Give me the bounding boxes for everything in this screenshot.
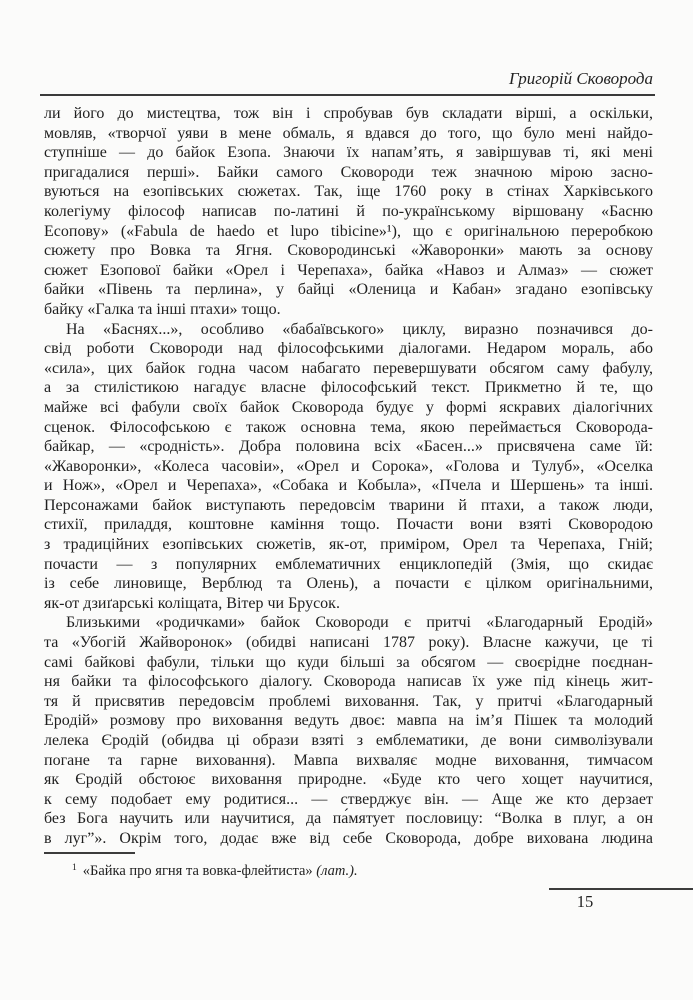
text-line: самі байкові фабули, тільки що куди більші за обсягом — своєрідне поєднан- xyxy=(44,653,653,671)
running-header-title: Григорій Сковорода xyxy=(509,69,653,88)
text-line: в луг”». Окрім того, додає вже від себе Сковорода, добре вихована людина xyxy=(44,829,653,847)
paragraph xyxy=(44,320,653,614)
text-line: лелека Єродій (обидва ці образи взяті з емблематики, де вони символізували xyxy=(44,732,653,749)
footnote-language-note: (лат.). xyxy=(316,863,358,879)
text-line: «сила», цих байок годна часом набагато перевершувати обсягом саму фабулу, xyxy=(44,359,653,377)
footnote xyxy=(44,859,653,880)
text-line: погане та гарне виховання). Мавпа вихваляє модне виховання, тимчасом xyxy=(44,751,653,769)
footnote-marker: 1 xyxy=(72,863,77,873)
text-line: сюжету про Вовка та Ягня. Сковородинські «Жаворонки» мають за основу xyxy=(44,242,653,260)
text-line: без Бога научить или научитися, да па́мятует пословицу: “Волка в плуг, а он xyxy=(44,810,653,828)
text-line: байку «Галка та інші птахи» тощо. xyxy=(44,300,281,318)
text-line: Персонажами байок виступають передовсім тварини й птахи, а також люди, xyxy=(44,496,653,514)
text-line: и Нож», «Орел и Черепаха», «Собака и Кобыла», «Пчела и Шершень» та інші. xyxy=(44,477,653,495)
text-line: почасти — з популярних емблематичних енциклопедій (Змія, що скидає xyxy=(44,555,653,573)
text-line: ня байки та філософського діалогу. Сковорода написав їх уже під кінець жит- xyxy=(44,673,653,691)
folio-rule xyxy=(549,888,693,890)
text-line: із себе линовище, Верблюд та Олень), а почасти є цілком оригінальними, xyxy=(44,575,653,593)
text-line: ступніше — до байок Езопа. Знаючи їх напам’ять, я завіршував ті, які мені xyxy=(44,144,653,162)
text-line: Еродій» розмову про виховання ведуть двоє: мавпа на ім’я Пішек та молодий xyxy=(44,712,653,730)
text-line: вуються на езопівських сюжетах. Так, іще 1760 року в стінах Харківського xyxy=(44,183,653,201)
text-line: та «Убогій Жайворонок» (обидві написані 1787 року). Власне кажучи, це ті xyxy=(44,634,653,652)
text-line: «Жаворонки», «Колеса часовіи», «Орел и Сорока», «Голова и Тулуб», «Оселка xyxy=(44,457,653,475)
text-line: стихії, приладдя, коштовне каміння тощо. Почасти вони взяті Сковородою xyxy=(44,516,653,534)
text-line: тя й присвятив передовсім проблемі виховання. Так, у притчі «Благодарный xyxy=(44,692,653,710)
footnote-separator-rule xyxy=(44,852,135,854)
text-line: Есопову» («Fabula de haedo et lupo tibicine»¹), що є оригінальною переробкою xyxy=(44,222,653,240)
text-line: мовляв, «творчої уяви в мене обмаль, я вдався до того, що було мені найдо- xyxy=(44,124,653,142)
text-line: з традиційних езопівських сюжетів, як-от, приміром, Орел та Черепаха, Гній; xyxy=(44,536,653,554)
text-line: ли його до мистецтва, тож він і спробував був складати вірші, а оскільки, xyxy=(44,105,653,122)
text-line: а за стилістикою нагадує власне філософський текст. Прикметно й те, що xyxy=(44,379,653,397)
body-text xyxy=(44,104,653,849)
text-line: Близькими «родичками» байок Сковороди є притчі «Благодарный Еродій» xyxy=(66,614,653,632)
footnote-text: «Байка про ягня та вовка-флейтиста» xyxy=(82,863,317,879)
text-line: як-от дзиґарські коліщата, Вітер чи Брусок. xyxy=(44,594,340,612)
text-line: байки «Півень та перлина», у байці «Оленица и Кабан» згадано езопівську xyxy=(44,281,653,299)
text-line: свід роботи Сковороди над філософськими діалогами. Недаром мораль, або xyxy=(44,340,653,358)
text-line: майже всі фабули своїх байок Сковорода будує у формі яскравих діалогічних xyxy=(44,398,653,416)
text-line: к сему подобает ему родитися... — стверджує він. — Аще же кто дерзает xyxy=(44,790,653,808)
text-line: пригадалися перші». Байки самого Сковороди теж значною мірою засно- xyxy=(44,163,653,181)
text-line: сюжет Езопової байки «Орел і Черепаха», байка «Навоз и Алмаз» — сюжет xyxy=(44,261,653,279)
text-line: байкар, — «сродність». Добра половина всіх «Басен...» присвячена саме їй: xyxy=(44,438,653,456)
text-line: сценок. Філософською є також основна тема, якою переймається Сковорода- xyxy=(44,418,653,436)
header-rule xyxy=(40,94,655,96)
text-line: На «Баснях...», особливо «бабаївського» циклу, виразно позначився до- xyxy=(66,320,653,338)
paragraph xyxy=(44,613,653,848)
text-line: колегіуму філософ написав по-латині й по-українському віршовану «Басню xyxy=(44,202,653,220)
text-line: як Єродій обстоює виховання природне. «Буде кто чего хощет научитися, xyxy=(44,771,653,789)
page-number: 15 xyxy=(576,892,594,911)
paragraph xyxy=(44,104,653,320)
